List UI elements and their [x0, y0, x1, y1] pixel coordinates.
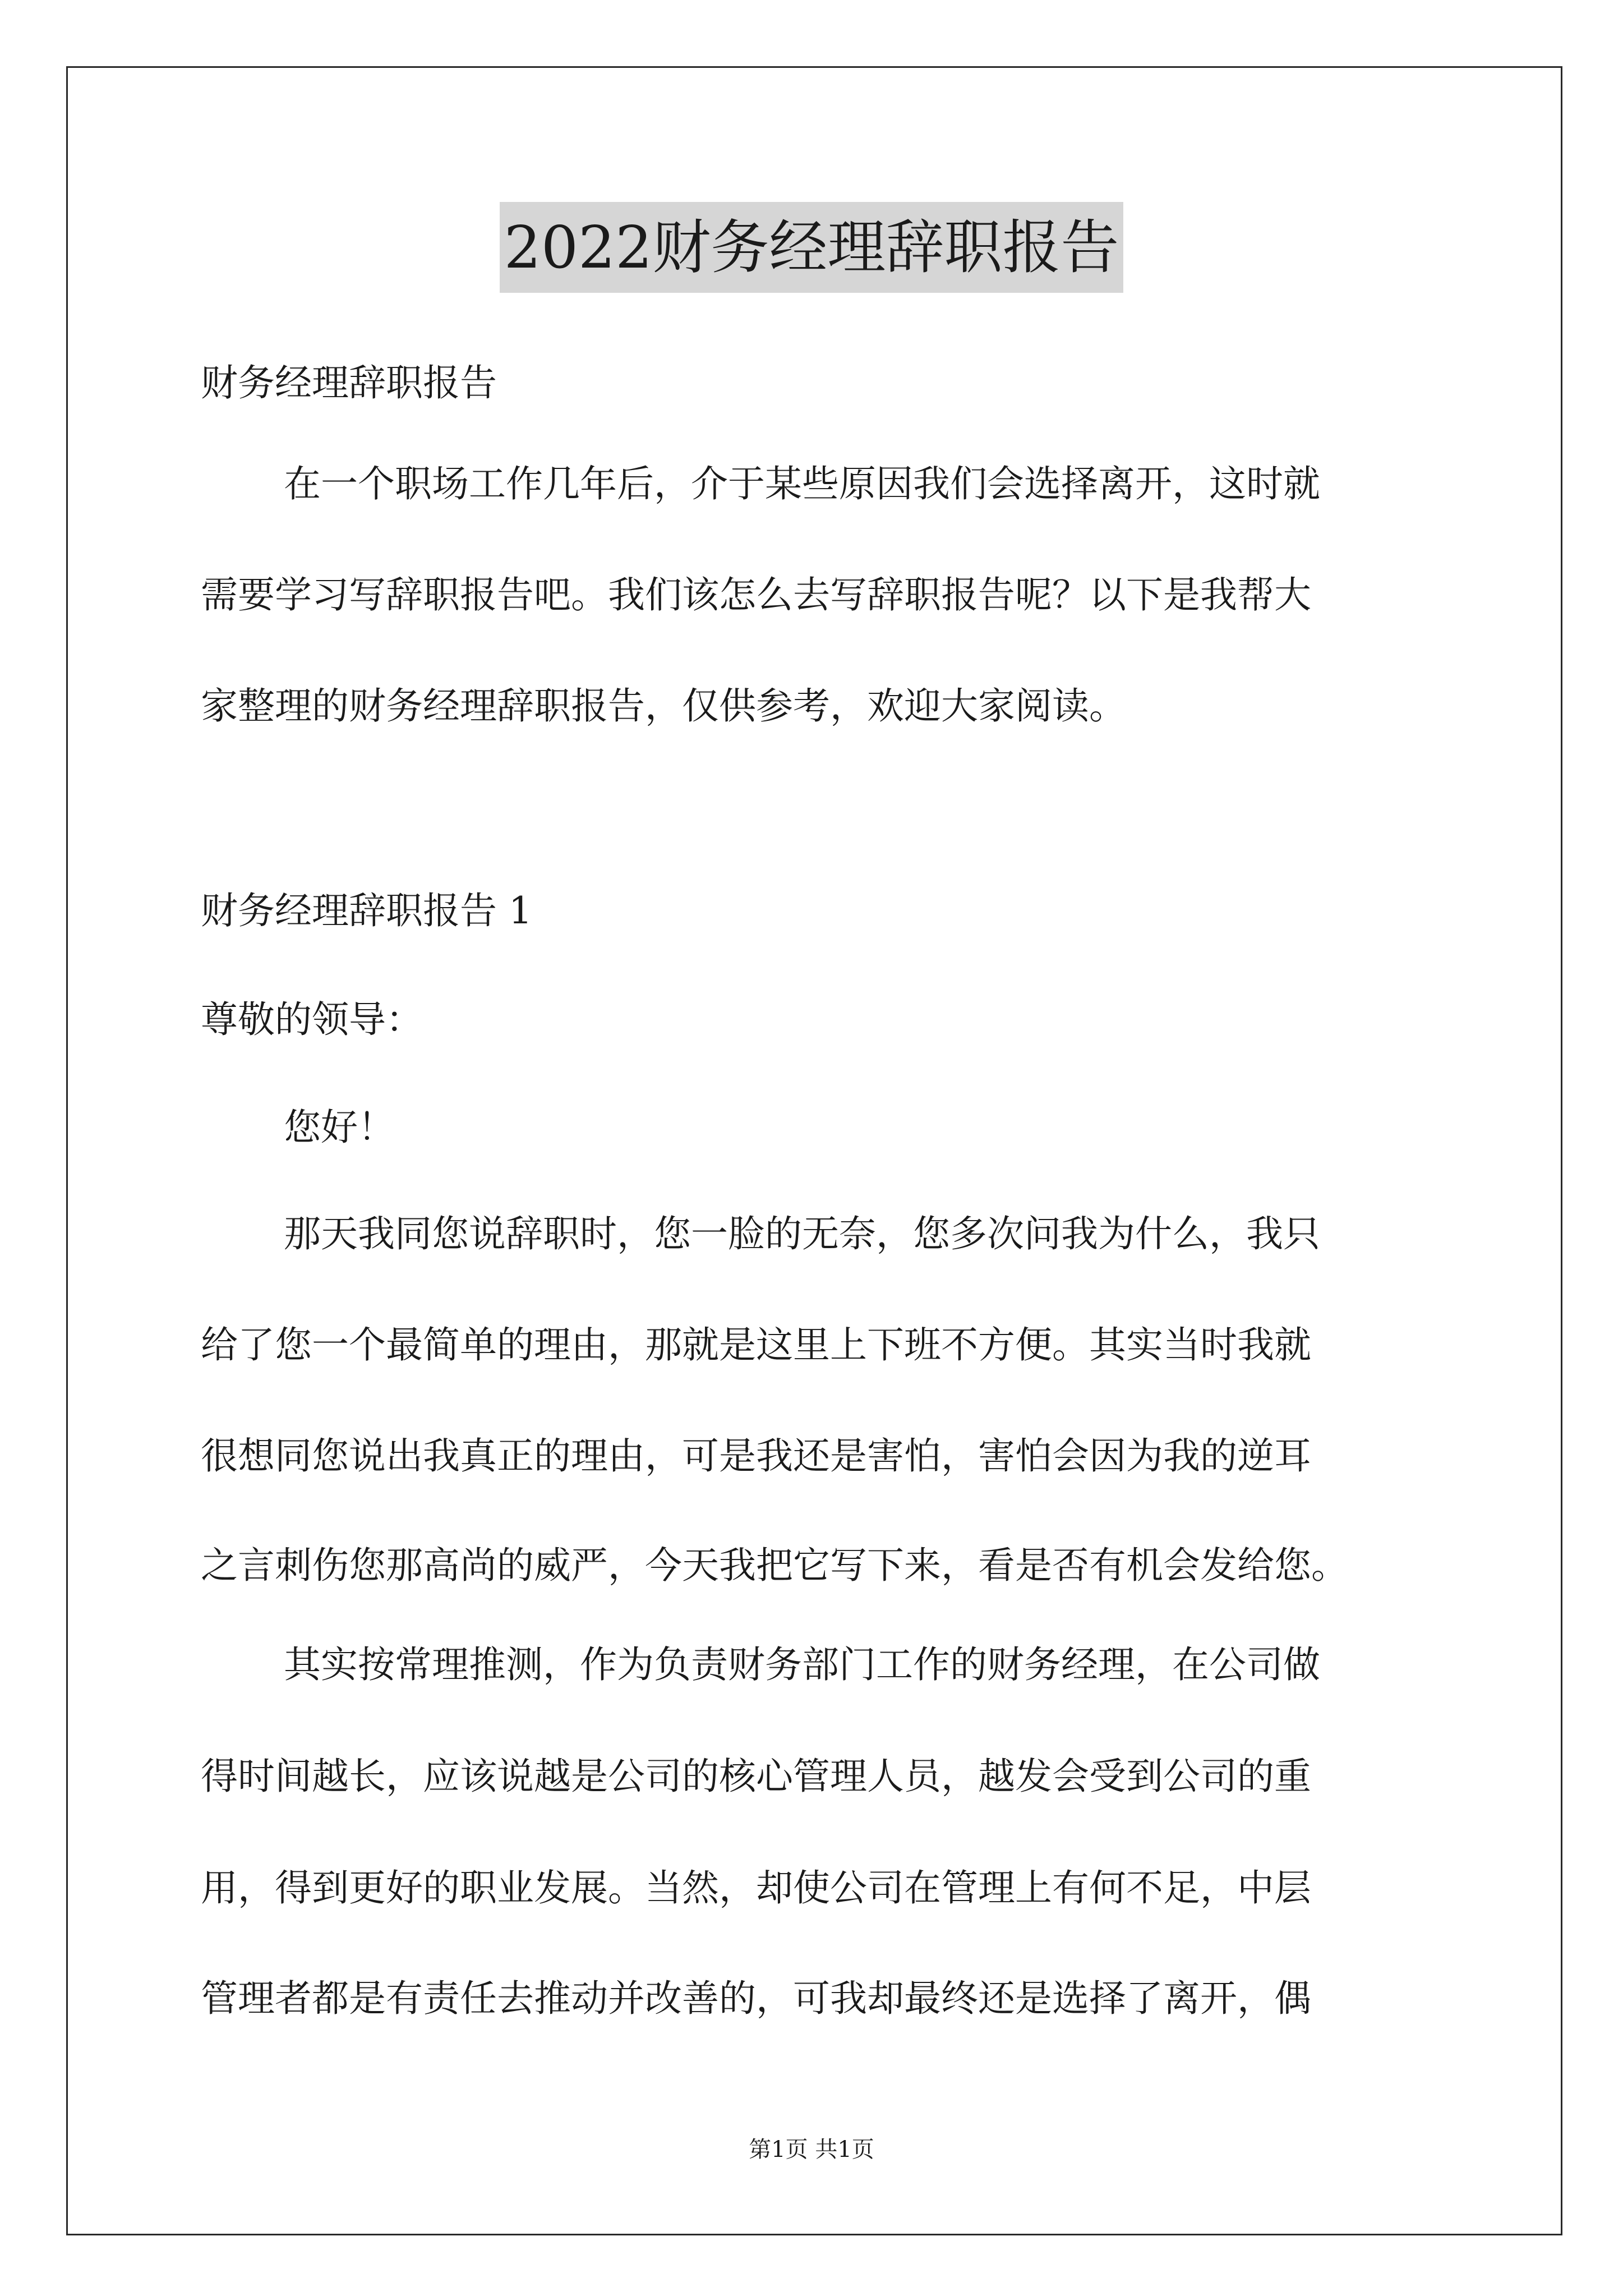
paragraph-line: 家整理的财务经理辞职报告，仅供参考，欢迎大家阅读。: [201, 684, 1126, 728]
document-title-text: 2022财务经理辞职报告: [500, 202, 1124, 293]
subtitle: 财务经理辞职报告: [201, 361, 497, 404]
paragraph-line: 很想同您说出我真正的理由，可是我还是害怕，害怕会因为我的逆耳: [201, 1434, 1311, 1478]
paragraph-line: 用，得到更好的职业发展。当然，却使公司在管理上有何不足，中层: [201, 1866, 1311, 1910]
paragraph-line: 之言刺伤您那高尚的威严，今天我把它写下来，看是否有机会发给您。: [201, 1544, 1348, 1587]
paragraph-line: 需要学习写辞职报告吧。我们该怎么去写辞职报告呢？以下是我帮大: [201, 573, 1311, 616]
salutation: 尊敬的领导：: [201, 998, 423, 1041]
paragraph-line: 得时间越长，应该说越是公司的核心管理人员，越发会受到公司的重: [201, 1755, 1311, 1798]
section-heading: 财务经理辞职报告 1: [201, 889, 532, 932]
paragraph-line: 那天我同您说辞职时，您一脸的无奈，您多次问我为什么，我只: [284, 1212, 1320, 1255]
paragraph-line: 管理者都是有责任去推动并改善的，可我却最终还是选择了离开，偶: [201, 1977, 1311, 2020]
paragraph-line: 其实按常理推测，作为负责财务部门工作的财务经理，在公司做: [284, 1643, 1320, 1686]
paragraph-line: 给了您一个最简单的理由，那就是这里上下班不方便。其实当时我就: [201, 1323, 1311, 1366]
document-title: [0, 202, 1623, 293]
greeting: 您好！: [284, 1106, 395, 1149]
page-footer: 第1页 共1页: [749, 2137, 874, 2162]
paragraph-line: 在一个职场工作几年后，介于某些原因我们会选择离开，这时就: [284, 462, 1320, 505]
